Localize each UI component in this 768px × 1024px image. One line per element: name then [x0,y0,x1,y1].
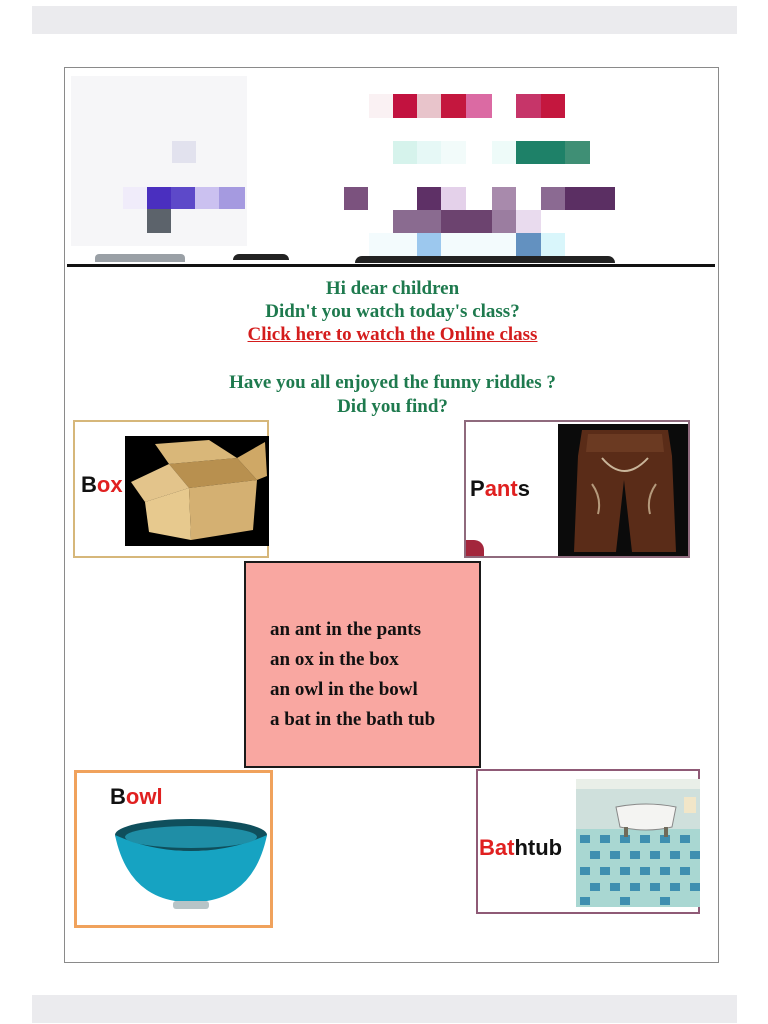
bathtub-card [476,769,700,914]
question-text: Didn't you watch today's class? [265,301,520,322]
bowl-word: Bowl [110,784,163,809]
bottom-toolbar-strip [32,995,737,1023]
document-page [64,67,719,963]
top-toolbar-strip [32,6,737,34]
riddle-line: an ant in the pants [270,619,421,640]
leather-pants-image [558,424,688,556]
riddles-question-text: Have you all enjoyed the funny riddles ? [229,372,556,393]
riddle-box [244,561,481,768]
blue-bowl-image [113,817,273,917]
cardboard-box-image [125,436,269,546]
pixelated-header-banner [65,68,720,268]
did-you-find-text: Did you find? [337,396,448,417]
pants-card [464,420,690,558]
pants-word: Pants [470,476,530,501]
bathtub-word: Bathtub [479,835,563,860]
riddle-line: a bat in the bath tub [270,709,436,730]
riddle-line: an owl in the bowl [270,679,418,700]
box-word: Box [81,472,123,497]
bowl-card [74,770,273,928]
riddle-line: an ox in the box [270,649,399,670]
greeting-text: Hi dear children [325,278,460,299]
online-class-link[interactable]: Click here to watch the Online class [247,324,538,345]
bathtub-image [576,779,700,907]
header-divider [67,264,715,267]
pants-card-corner-decoration [466,540,484,556]
box-card [73,420,269,558]
